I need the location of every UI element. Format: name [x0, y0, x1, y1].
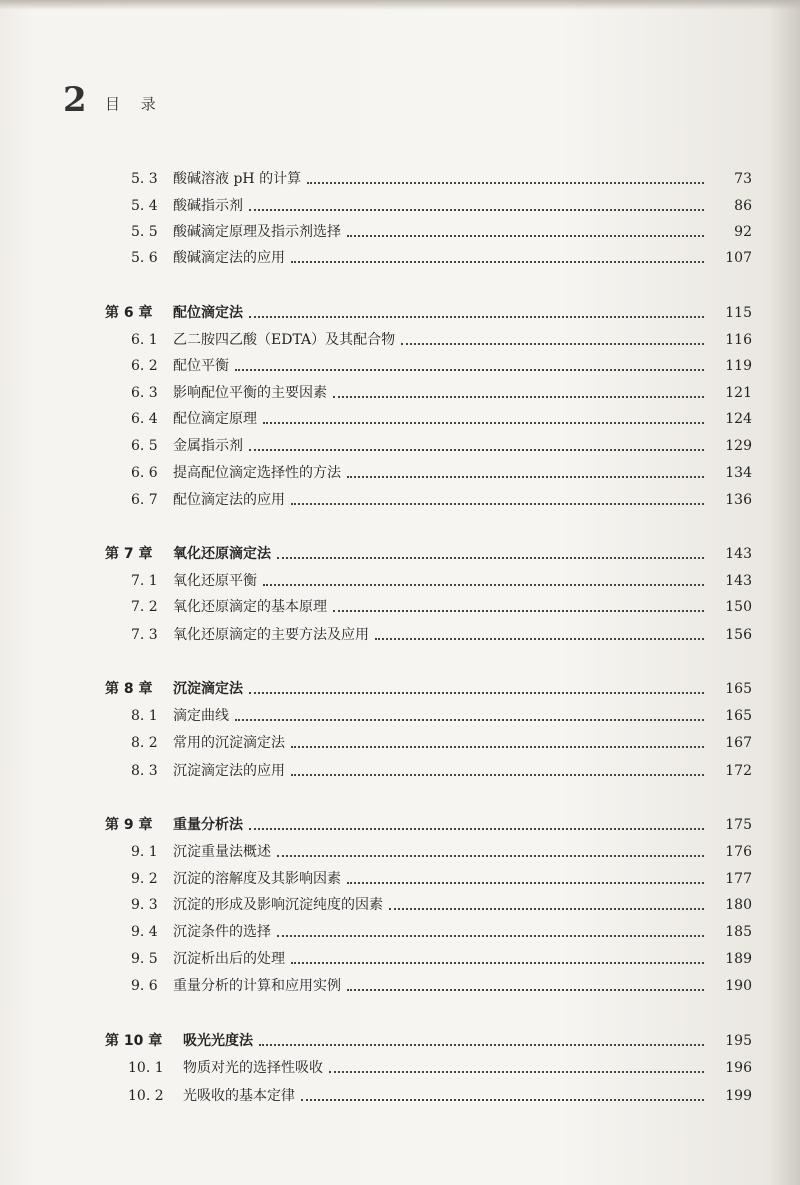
section-number: 6. 5 — [131, 438, 158, 454]
toc-section-row — [0, 485, 752, 509]
toc-section-row — [0, 1053, 752, 1077]
section-title: 酸碱指示剂 — [173, 198, 243, 214]
section-title: 氧化还原平衡 — [173, 573, 257, 589]
section-title: 氧化还原滴定的基本原理 — [173, 599, 327, 615]
section-number: 9. 4 — [131, 924, 158, 940]
section-title: 物质对光的选择性吸收 — [183, 1060, 323, 1076]
page-ref: 92 — [734, 224, 752, 240]
header-title: 目 录 — [105, 95, 164, 113]
toc-chapter-row — [0, 539, 752, 563]
page-ref: 165 — [725, 708, 752, 724]
page-ref: 121 — [725, 385, 752, 401]
toc-section-row — [0, 404, 752, 428]
section-number: 6. 2 — [131, 358, 158, 374]
section-title: 酸碱滴定原理及指示剂选择 — [173, 224, 341, 240]
toc-section-row — [0, 191, 752, 215]
dot-leader — [263, 422, 704, 424]
section-number: 6. 4 — [131, 411, 158, 427]
toc-chapter-row — [0, 674, 752, 698]
page-ref: 180 — [725, 897, 752, 913]
section-number: 7. 3 — [131, 627, 158, 643]
page-ref: 73 — [734, 171, 752, 187]
page-ref: 172 — [725, 763, 752, 779]
dot-leader — [291, 962, 704, 964]
page-ref: 134 — [725, 465, 752, 481]
section-number: 9. 2 — [131, 871, 158, 887]
dot-leader — [277, 557, 704, 559]
chapter-number: 第 8 章 — [105, 681, 153, 697]
dot-leader — [235, 719, 704, 721]
section-number: 9. 3 — [131, 897, 158, 913]
toc-section-row — [0, 728, 752, 752]
toc-section-row — [0, 620, 752, 644]
dot-leader — [347, 882, 704, 884]
dot-leader — [291, 261, 704, 263]
dot-leader — [263, 584, 704, 586]
toc-section-row — [0, 351, 752, 375]
page-ref: 165 — [725, 681, 752, 697]
toc-section-row — [0, 325, 752, 349]
section-title: 金属指示剂 — [173, 438, 243, 454]
page-ref: 185 — [725, 924, 752, 940]
dot-leader — [401, 343, 704, 345]
section-number: 8. 2 — [131, 735, 158, 751]
dot-leader — [249, 449, 704, 451]
dot-leader — [301, 1099, 704, 1101]
section-number: 7. 1 — [131, 573, 158, 589]
dot-leader — [249, 828, 704, 830]
page-ref: 115 — [725, 305, 752, 321]
chapter-title: 沉淀滴定法 — [173, 681, 243, 697]
toc-section-row — [0, 378, 752, 402]
toc-section-row — [0, 243, 752, 267]
chapter-number: 第 6 章 — [105, 305, 153, 321]
page-ref: 177 — [725, 871, 752, 887]
dot-leader — [347, 476, 704, 478]
section-title: 酸碱溶液 pH 的计算 — [173, 171, 302, 187]
section-number: 10. 2 — [128, 1088, 164, 1104]
toc-section-row — [0, 917, 752, 941]
section-number: 6. 6 — [131, 465, 158, 481]
section-number: 8. 1 — [131, 708, 158, 724]
toc-section-row — [0, 164, 752, 188]
toc-section-row — [0, 944, 752, 968]
toc-chapter-row — [0, 810, 752, 834]
toc-section-row — [0, 1081, 752, 1105]
dot-leader — [333, 610, 704, 612]
page-ref: 124 — [725, 411, 752, 427]
section-number: 5. 6 — [131, 250, 158, 266]
dot-leader — [375, 638, 704, 640]
chapter-title: 配位滴定法 — [173, 305, 243, 321]
section-title: 沉淀条件的选择 — [173, 924, 271, 940]
toc-section-row — [0, 756, 752, 780]
page-number: 2 — [63, 80, 87, 120]
toc-section-row — [0, 971, 752, 995]
dot-leader — [277, 935, 704, 937]
chapter-number: 第 7 章 — [105, 546, 153, 562]
section-title: 影响配位平衡的主要因素 — [173, 385, 327, 401]
page-ref: 143 — [725, 573, 752, 589]
dot-leader — [347, 235, 704, 237]
page-ref: 156 — [725, 627, 752, 643]
toc-section-row — [0, 566, 752, 590]
section-number: 9. 5 — [131, 951, 158, 967]
section-title: 光吸收的基本定律 — [183, 1088, 295, 1104]
toc-section-row — [0, 701, 752, 725]
section-title: 沉淀重量法概述 — [173, 844, 271, 860]
dot-leader — [333, 396, 704, 398]
section-title: 滴定曲线 — [173, 708, 229, 724]
dot-leader — [259, 1044, 704, 1046]
toc-section-row — [0, 431, 752, 455]
chapter-number: 第 9 章 — [105, 817, 153, 833]
section-title: 配位滴定法的应用 — [173, 492, 285, 508]
page-ref: 167 — [725, 735, 752, 751]
section-number: 8. 3 — [131, 763, 158, 779]
section-number: 7. 2 — [131, 599, 158, 615]
toc-section-row — [0, 864, 752, 888]
toc-chapter-row — [0, 1026, 752, 1050]
dot-leader — [329, 1071, 704, 1073]
dot-leader — [277, 855, 704, 857]
page-ref: 143 — [725, 546, 752, 562]
dot-leader — [291, 774, 704, 776]
section-title: 提高配位滴定选择性的方法 — [173, 465, 341, 481]
section-number: 5. 3 — [131, 171, 158, 187]
section-title: 沉淀的溶解度及其影响因素 — [173, 871, 341, 887]
dot-leader — [235, 369, 704, 371]
page-ref: 189 — [725, 951, 752, 967]
page-ref: 136 — [725, 492, 752, 508]
page-ref: 116 — [725, 332, 752, 348]
dot-leader — [249, 316, 704, 318]
chapter-number: 第 10 章 — [105, 1033, 163, 1049]
toc-section-row — [0, 458, 752, 482]
section-title: 配位平衡 — [173, 358, 229, 374]
page-ref: 190 — [725, 978, 752, 994]
section-title: 常用的沉淀滴定法 — [173, 735, 285, 751]
dot-leader — [249, 692, 704, 694]
page-ref: 107 — [725, 250, 752, 266]
page-ref: 199 — [725, 1088, 752, 1104]
toc-chapter-row — [0, 298, 752, 322]
section-title: 沉淀滴定法的应用 — [173, 763, 285, 779]
dot-leader — [307, 182, 704, 184]
page-ref: 150 — [725, 599, 752, 615]
chapter-title: 吸光光度法 — [183, 1033, 253, 1049]
page-ref: 175 — [725, 817, 752, 833]
section-title: 配位滴定原理 — [173, 411, 257, 427]
section-number: 5. 4 — [131, 198, 158, 214]
page-ref: 195 — [725, 1033, 752, 1049]
dot-leader — [249, 209, 704, 211]
chapter-title: 重量分析法 — [173, 817, 243, 833]
section-number: 9. 1 — [131, 844, 158, 860]
page-ref: 196 — [725, 1060, 752, 1076]
section-title: 沉淀析出后的处理 — [173, 951, 285, 967]
section-number: 9. 6 — [131, 978, 158, 994]
toc-section-row — [0, 837, 752, 861]
section-title: 乙二胺四乙酸（EDTA）及其配合物 — [173, 332, 396, 348]
section-title: 氧化还原滴定的主要方法及应用 — [173, 627, 369, 643]
toc-section-row — [0, 217, 752, 241]
dot-leader — [291, 746, 704, 748]
page-ref: 86 — [734, 198, 752, 214]
section-number: 6. 1 — [131, 332, 158, 348]
dot-leader — [291, 503, 704, 505]
dot-leader — [389, 908, 704, 910]
toc-section-row — [0, 890, 752, 914]
section-number: 6. 3 — [131, 385, 158, 401]
toc-section-row — [0, 592, 752, 616]
page-ref: 129 — [725, 438, 752, 454]
section-number: 6. 7 — [131, 492, 158, 508]
page-ref: 119 — [725, 358, 752, 374]
section-title: 酸碱滴定法的应用 — [173, 250, 285, 266]
section-title: 沉淀的形成及影响沉淀纯度的因素 — [173, 897, 383, 913]
page-ref: 176 — [725, 844, 752, 860]
chapter-title: 氧化还原滴定法 — [173, 546, 271, 562]
section-number: 10. 1 — [128, 1060, 164, 1076]
section-number: 5. 5 — [131, 224, 158, 240]
section-title: 重量分析的计算和应用实例 — [173, 978, 341, 994]
dot-leader — [347, 989, 704, 991]
